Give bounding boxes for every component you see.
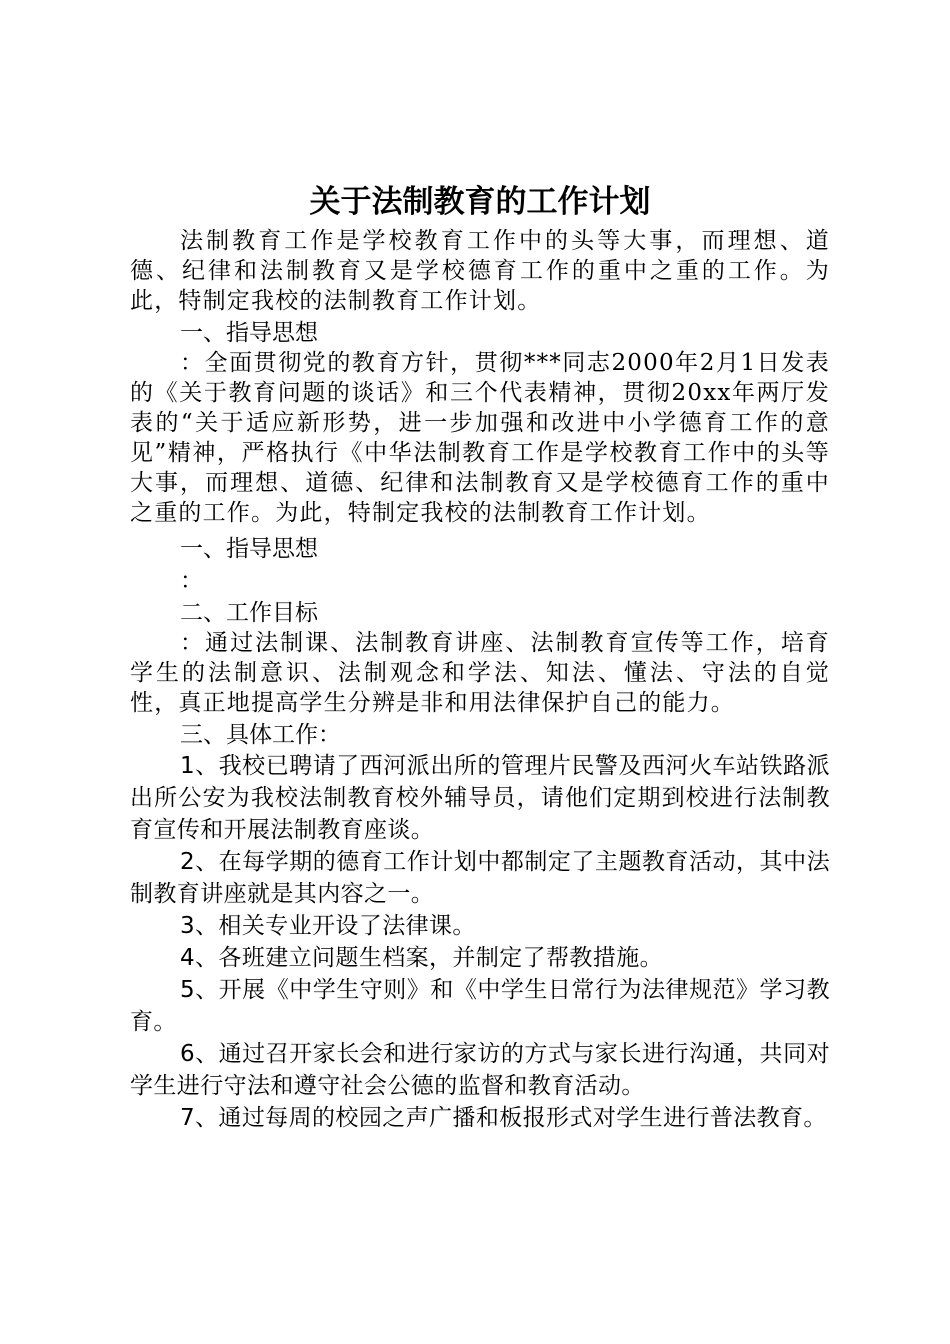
intro-paragraph: 法制教育工作是学校教育工作中的头等大事，而理想、道德、纪律和法制教育又是学校德育工作的重中之重的工作。为此，特制定我校的法制教育工作计划。 [130, 228, 830, 314]
section-heading-guiding-ideology: 一、指导思想 [180, 320, 318, 346]
guiding-ideology-paragraph: ：全面贯彻党的教育方针，贯彻***同志2000年2月1日发表的《关于教育问题的谈话》和三个代表精神，贯彻20xx年两厅发表的“关于适应新形势，进一步加强和改进中小学德育工作的意见”精神，严格执行《中华法制教育工作是学校教育工作中的头等大事，而理想、道德、纪律和法制教育又是学校德育工作的重中之重的工作。为此，特制定我校的法制教育工作计划。 [130, 350, 830, 526]
list-item: 3、相关专业开设了法律课。 [180, 913, 476, 939]
list-item: 5、开展《中学生守则》和《中学生日常行为法律规范》学习教育。 [130, 977, 830, 1035]
section-heading-guiding-ideology-repeat: 一、指导思想 [180, 536, 318, 562]
list-item: 7、通过每周的校园之声广播和板报形式对学生进行普法教育。 [180, 1105, 827, 1131]
work-goals-paragraph: ：通过法制课、法制教育讲座、法制教育宣传等工作，培育学生的法制意识、法制观念和学法、知法、懂法、守法的自觉性，真正地提高学生分辨是非和用法律保护自己的能力。 [130, 630, 830, 716]
section-heading-work-goals: 二、工作目标 [180, 600, 318, 626]
list-item: 4、各班建立问题生档案，并制定了帮教措施。 [180, 945, 664, 971]
section-heading-specific-work: 三、具体工作： [180, 722, 341, 748]
list-item: 2、在每学期的德育工作计划中都制定了主题教育活动，其中法制教育讲座就是其内容之一。 [130, 849, 830, 907]
colon-line: ： [180, 568, 203, 594]
list-item: 1、我校已聘请了西河派出所的管理片民警及西河火车站铁路派出所公安为我校法制教育校外辅导员，请他们定期到校进行法制教育宣传和开展法制教育座谈。 [130, 753, 830, 843]
document-title: 关于法制教育的工作计划 [309, 184, 651, 220]
document-page [130, 180, 830, 1134]
list-item: 6、通过召开家长会和进行家访的方式与家长进行沟通，共同对学生进行守法和遵守社会公德的监督和教育活动。 [130, 1041, 830, 1099]
